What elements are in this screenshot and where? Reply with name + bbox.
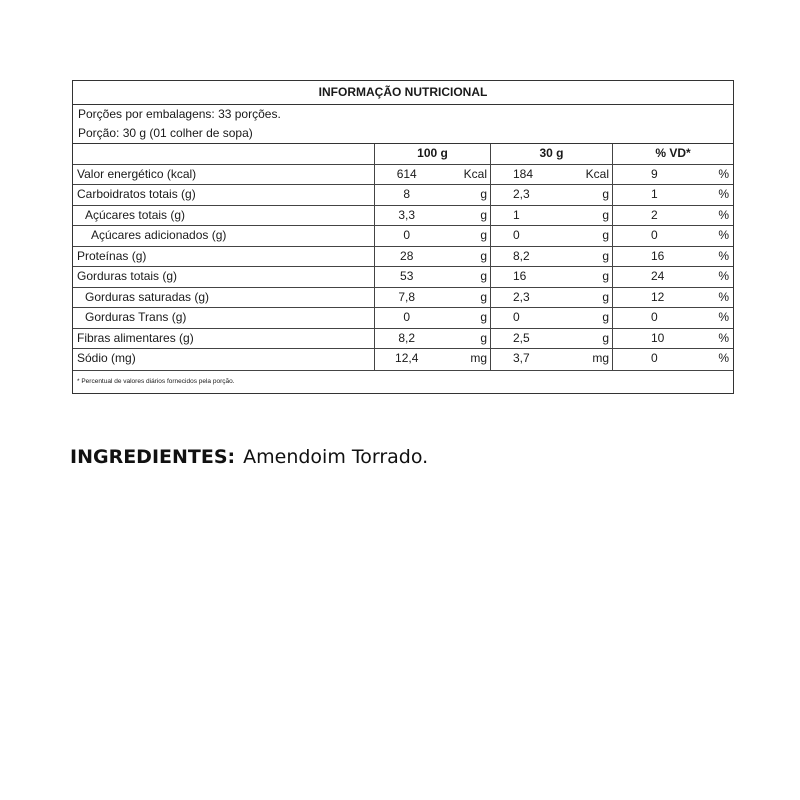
header-100g: 100 g (375, 144, 491, 164)
nutrient-name: Fibras alimentares (g) (73, 329, 375, 349)
unit-vd: % (718, 330, 729, 345)
unit-vd: % (718, 351, 729, 365)
table-row (73, 165, 733, 186)
value-100g: 7,8 (398, 289, 416, 304)
value-100g: 8,2 (398, 330, 416, 345)
table-row (73, 247, 733, 268)
unit-vd: % (718, 166, 729, 181)
value-vd: 16 (651, 248, 665, 263)
value-vd: 24 (651, 269, 665, 283)
table-row (73, 288, 733, 309)
unit-30g: g (602, 310, 609, 324)
unit-100g: mg (470, 351, 487, 365)
ingredients-text: Amendoim Torrado. (243, 446, 429, 468)
unit-vd: % (718, 228, 729, 242)
unit-100g: g (480, 228, 487, 242)
value-vd: 10 (651, 330, 665, 345)
nutrient-name: Proteínas (g) (73, 247, 375, 267)
footnote: * Percentual de valores diários fornecidos pela porção. (73, 370, 733, 393)
unit-100g: g (480, 187, 487, 201)
value-30g: 0 (513, 228, 520, 242)
nutrient-name: Açúcares adicionados (g) (73, 226, 375, 246)
header-30g: 30 g (491, 144, 613, 164)
value-30g: 16 (513, 269, 527, 283)
value-vd: 0 (651, 310, 658, 324)
header-vd: % VD* (655, 146, 691, 160)
unit-30g: g (602, 330, 609, 345)
value-100g: 614 (396, 166, 417, 181)
table-header-row (73, 144, 733, 165)
nutrition-facts-table (72, 80, 734, 394)
value-100g: 12,4 (395, 351, 419, 365)
value-vd: 0 (651, 228, 658, 242)
unit-30g: g (602, 228, 609, 242)
value-30g: 0 (513, 310, 520, 324)
table-row (73, 267, 733, 288)
unit-vd: % (718, 289, 729, 304)
value-100g: 0 (403, 228, 411, 242)
table-row (73, 308, 733, 329)
table-row (73, 226, 733, 247)
unit-vd: % (718, 207, 729, 222)
value-100g: 0 (403, 310, 411, 324)
table-row (73, 349, 733, 370)
value-100g: 3,3 (398, 207, 416, 222)
unit-30g: mg (592, 351, 609, 365)
unit-30g: g (602, 289, 609, 304)
header-blank (73, 144, 375, 164)
value-vd: 0 (651, 351, 658, 365)
value-vd: 2 (651, 207, 658, 222)
nutrient-name: Gorduras saturadas (g) (73, 288, 375, 308)
unit-30g: Kcal (585, 166, 609, 181)
ingredients-label: INGREDIENTES: (70, 446, 236, 468)
value-30g: 1 (513, 207, 520, 222)
value-100g: 53 (400, 269, 414, 283)
value-30g: 3,7 (513, 351, 530, 365)
table-row (73, 185, 733, 206)
unit-100g: g (480, 310, 487, 324)
unit-100g: g (480, 248, 487, 263)
unit-30g: g (602, 248, 609, 263)
value-30g: 2,5 (513, 330, 530, 345)
unit-100g: Kcal (463, 166, 487, 181)
unit-100g: g (480, 269, 487, 283)
nutrient-name: Açúcares totais (g) (73, 206, 375, 226)
value-100g: 28 (400, 248, 414, 263)
value-30g: 2,3 (513, 289, 530, 304)
ingredients-line (70, 446, 428, 468)
nutrient-name: Sódio (mg) (73, 349, 375, 370)
nutrition-title: INFORMAÇÃO NUTRICIONAL (73, 81, 733, 105)
value-vd: 1 (651, 187, 658, 201)
unit-vd: % (718, 187, 729, 201)
nutrient-name: Carboidratos totais (g) (73, 185, 375, 205)
unit-30g: g (602, 269, 609, 283)
unit-30g: g (602, 187, 609, 201)
table-row (73, 329, 733, 350)
nutrient-name: Gorduras Trans (g) (73, 308, 375, 328)
unit-100g: g (480, 207, 487, 222)
unit-100g: g (480, 330, 487, 345)
nutrient-name: Gorduras totais (g) (73, 267, 375, 287)
unit-30g: g (602, 207, 609, 222)
unit-vd: % (718, 310, 729, 324)
value-30g: 184 (513, 166, 534, 181)
table-row (73, 206, 733, 227)
value-vd: 9 (651, 166, 658, 181)
unit-vd: % (718, 269, 729, 283)
value-30g: 2,3 (513, 187, 530, 201)
unit-vd: % (718, 248, 729, 263)
value-30g: 8,2 (513, 248, 530, 263)
unit-100g: g (480, 289, 487, 304)
serving-size: Porção: 30 g (01 colher de sopa) (73, 124, 733, 144)
nutrient-name: Valor energético (kcal) (73, 165, 375, 185)
value-vd: 12 (651, 289, 665, 304)
servings-per-package: Porções por embalagens: 33 porções. (78, 107, 281, 121)
value-100g: 8 (403, 187, 411, 201)
